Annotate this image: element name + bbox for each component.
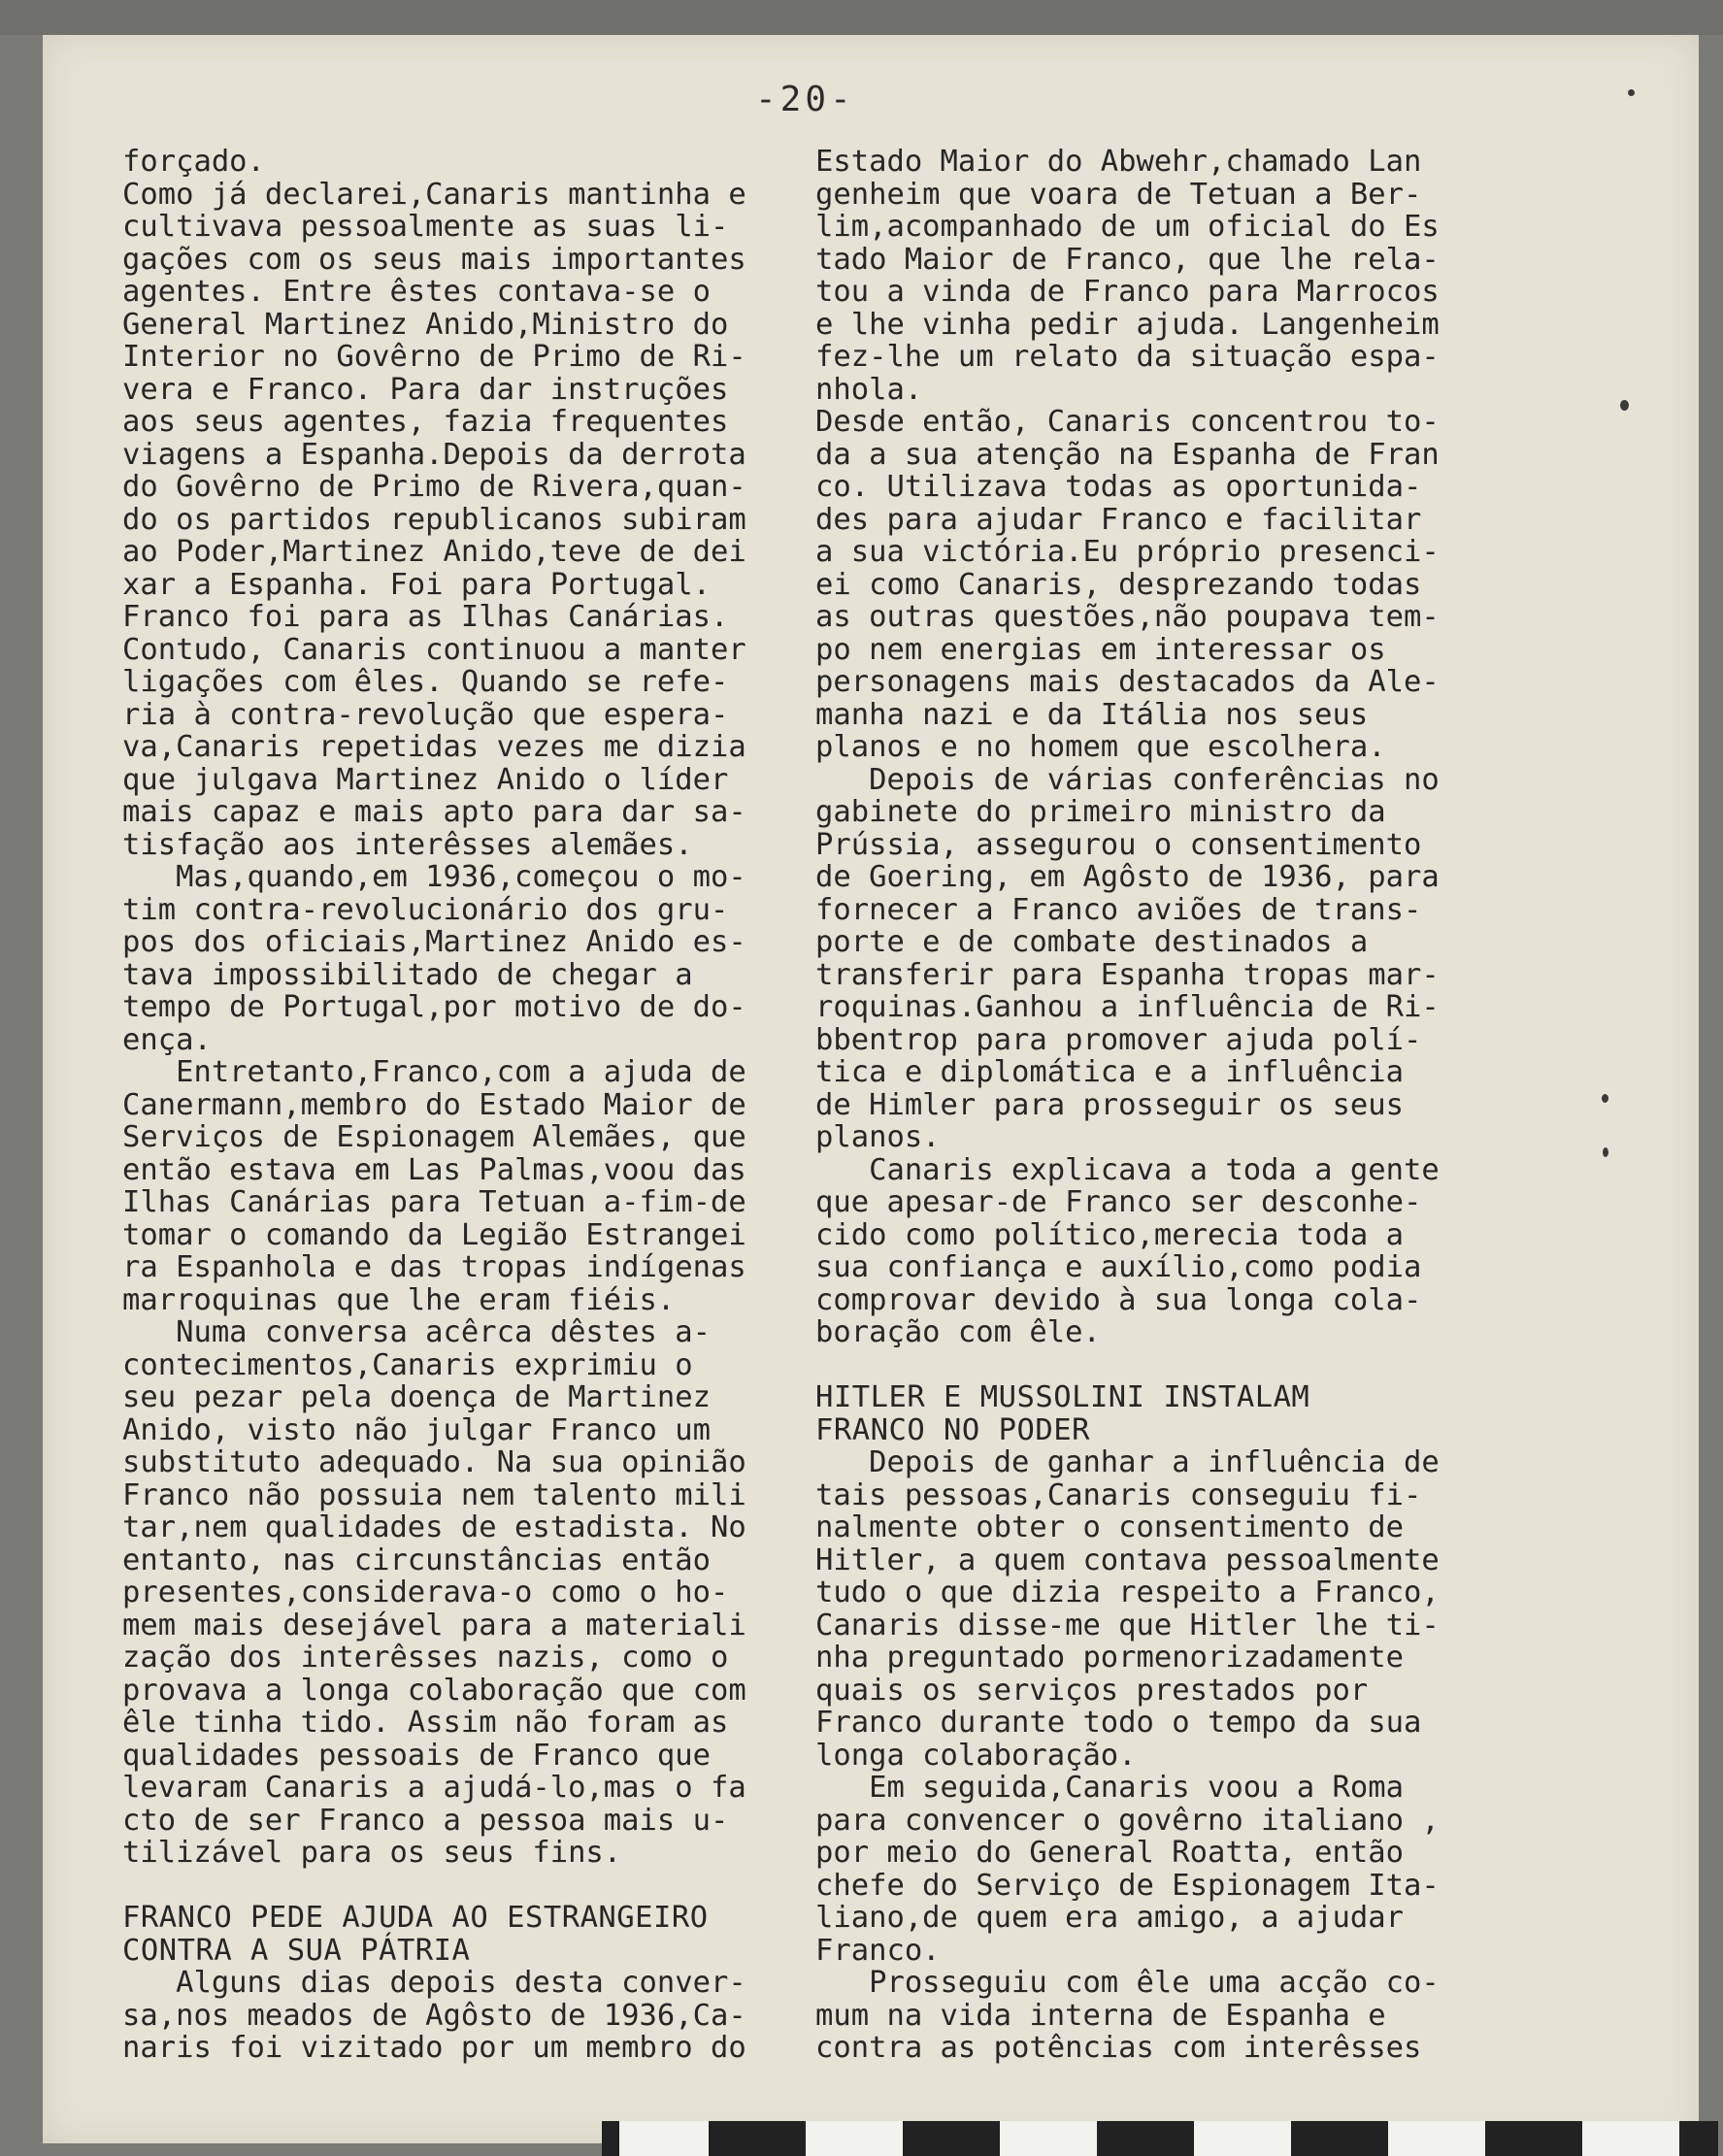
text-line: bbentrop para promover ajuda polí- bbox=[815, 1022, 1422, 1057]
text-line: General Martinez Anido,Ministro do bbox=[122, 307, 729, 342]
text-line: boração com êle. bbox=[815, 1315, 1101, 1349]
text-line: porte e de combate destinados a bbox=[815, 925, 1369, 959]
text-line: tisfação aos interêsses alemães. bbox=[122, 827, 693, 862]
text-line: tou a vinda de Franco para Marrocos bbox=[815, 275, 1440, 309]
text-line: Entretanto,Franco,com a ajuda de bbox=[122, 1055, 746, 1089]
text-line: contecimentos,Canaris exprimiu o bbox=[122, 1347, 693, 1382]
text-line: transferir para Espanha tropas mar- bbox=[815, 957, 1440, 992]
text-line: cto de ser Franco a pessoa mais u- bbox=[122, 1803, 729, 1838]
text-line: ligações com êles. Quando se refe- bbox=[122, 665, 729, 699]
text-line: levaram Canaris a ajudá-lo,mas o fa bbox=[122, 1771, 746, 1805]
page-number: -20- bbox=[755, 80, 855, 119]
text-line: tempo de Portugal,por motivo de do- bbox=[122, 990, 746, 1024]
text-line: cido como político,merecia toda a bbox=[815, 1217, 1404, 1252]
text-line: Depois de ganhar a influência de bbox=[815, 1445, 1440, 1479]
text-line: que apesar-de Franco ser desconhe- bbox=[815, 1185, 1422, 1219]
section-heading: CONTRA A SUA PÁTRIA bbox=[122, 1933, 471, 1968]
text-line: a sua victória.Eu próprio presenci- bbox=[815, 535, 1440, 569]
text-line: êle tinha tido. Assim não foram as bbox=[122, 1706, 729, 1740]
punch-hole-mark bbox=[1628, 89, 1635, 96]
text-line: genheim que voara de Tetuan a Ber- bbox=[815, 177, 1422, 212]
text-line: de Goering, em Agôsto de 1936, para bbox=[815, 860, 1440, 894]
text-line: va,Canaris repetidas vezes me dizia bbox=[122, 730, 746, 764]
text-line: pos dos oficiais,Martinez Anido es- bbox=[122, 925, 746, 959]
text-line: nha preguntado pormenorizadamente bbox=[815, 1641, 1404, 1675]
text-line: nhola. bbox=[815, 372, 923, 407]
text-line: liano,de quem era amigo, a ajudar bbox=[815, 1901, 1404, 1935]
text-line: mum na vida interna de Espanha e bbox=[815, 1998, 1386, 2033]
text-line: Interior no Govêrno de Primo de Ri- bbox=[122, 340, 746, 374]
text-line: gabinete do primeiro ministro da bbox=[815, 795, 1386, 829]
text-line: agentes. Entre êstes contava-se o bbox=[122, 275, 711, 309]
text-line: do Govêrno de Primo de Rivera,quan- bbox=[122, 470, 746, 504]
text-line: e lhe vinha pedir ajuda. Langenheim bbox=[815, 307, 1440, 342]
text-line: Canermann,membro do Estado Maior de bbox=[122, 1087, 746, 1122]
section-heading: FRANCO PEDE AJUDA AO ESTRANGEIRO bbox=[122, 1901, 709, 1935]
text-line: por meio do General Roatta, então bbox=[815, 1836, 1404, 1870]
text-line: ra Espanhola e das tropas indígenas bbox=[122, 1250, 746, 1284]
text-line: Canaris disse-me que Hitler lhe ti- bbox=[815, 1608, 1440, 1642]
text-line: comprovar devido à sua longa cola- bbox=[815, 1282, 1422, 1317]
text-line: tomar o comando da Legião Estrangei bbox=[122, 1217, 746, 1252]
text-line: roquinas.Ganhou a influência de Ri- bbox=[815, 990, 1440, 1024]
color-scale-ruler bbox=[602, 2121, 1718, 2156]
text-line: qualidades pessoais de Franco que bbox=[122, 1738, 711, 1773]
text-line: xar a Espanha. Foi para Portugal. bbox=[122, 567, 711, 602]
text-line: fornecer a Franco aviões de trans- bbox=[815, 892, 1422, 927]
text-line: tica e diplomática e a influência bbox=[815, 1055, 1404, 1089]
text-line: cultivava pessoalmente as suas li- bbox=[122, 210, 729, 244]
text-line: zação dos interêsses nazis, como o bbox=[122, 1641, 729, 1675]
text-line: mais capaz e mais apto para dar sa- bbox=[122, 795, 746, 829]
text-line: de Himler para prosseguir os seus bbox=[815, 1087, 1404, 1122]
text-line: sua confiança e auxílio,como podia bbox=[815, 1250, 1422, 1284]
text-line: Mas,quando,em 1936,começou o mo- bbox=[122, 860, 746, 894]
text-line: entanto, nas circunstâncias então bbox=[122, 1542, 711, 1577]
text-line: longa colaboração. bbox=[815, 1738, 1137, 1773]
text-line: vera e Franco. Para dar instruções bbox=[122, 372, 729, 407]
text-line: presentes,considerava-o como o ho- bbox=[122, 1576, 729, 1609]
text-line: sa,nos meados de Agôsto de 1936,Ca- bbox=[122, 1998, 746, 2033]
right-column bbox=[815, 146, 1534, 2065]
text-line: gações com os seus mais importantes bbox=[122, 242, 746, 277]
text-line: tar,nem qualidades de estadista. No bbox=[122, 1510, 746, 1544]
text-line: manha nazi e da Itália nos seus bbox=[815, 697, 1369, 732]
text-line: ei como Canaris, desprezando todas bbox=[815, 567, 1422, 602]
text-line: co. Utilizava todas as oportunida- bbox=[815, 470, 1422, 504]
text-line: Franco não possuia nem talento mili bbox=[122, 1477, 746, 1512]
text-line: Em seguida,Canaris voou a Roma bbox=[815, 1771, 1404, 1805]
left-column bbox=[122, 146, 821, 2065]
text-line: tilizável para os seus fins. bbox=[122, 1836, 622, 1870]
text-line: Como já declarei,Canaris mantinha e bbox=[122, 177, 746, 212]
text-line: mem mais desejável para a materiali bbox=[122, 1608, 746, 1642]
text-line: ao Poder,Martinez Anido,teve de dei bbox=[122, 535, 746, 569]
text-line: chefe do Serviço de Espionagem Ita- bbox=[815, 1868, 1440, 1903]
text-line: quais os serviços prestados por bbox=[815, 1673, 1369, 1708]
text-line: Prosseguiu com êle uma acção co- bbox=[815, 1966, 1440, 2000]
text-line: viagens a Espanha.Depois da derrota bbox=[122, 437, 746, 472]
text-line: naris foi vizitado por um membro do bbox=[122, 2031, 746, 2065]
text-line: Franco foi para as Ilhas Canárias. bbox=[122, 600, 729, 634]
text-line: tais pessoas,Canaris conseguiu fi- bbox=[815, 1477, 1422, 1512]
text-line: seu pezar pela doença de Martinez bbox=[122, 1380, 711, 1414]
text-line: da a sua atenção na Espanha de Fran bbox=[815, 437, 1440, 472]
punch-hole-mark bbox=[1603, 1147, 1608, 1157]
blank-line bbox=[815, 1349, 1534, 1382]
text-line: forçado. bbox=[122, 145, 265, 179]
text-line: então estava em Las Palmas,voou das bbox=[122, 1152, 746, 1187]
text-line: fez-lhe um relato da situação espa- bbox=[815, 340, 1440, 374]
text-line: po nem energias em interessar os bbox=[815, 632, 1386, 667]
text-line: ença. bbox=[122, 1022, 212, 1057]
text-line: personagens mais destacados da Ale- bbox=[815, 665, 1440, 699]
text-line: lim,acompanhado de um oficial do Es bbox=[815, 210, 1440, 244]
text-line: tava impossibilitado de chegar a bbox=[122, 957, 693, 992]
text-line: tim contra-revolucionário dos gru- bbox=[122, 892, 729, 927]
text-line: contra as potências com interêsses bbox=[815, 2031, 1422, 2065]
text-line: as outras questões,não poupava tem- bbox=[815, 600, 1440, 634]
text-line: Contudo, Canaris continuou a manter bbox=[122, 632, 746, 667]
text-line: tado Maior de Franco, que lhe rela- bbox=[815, 242, 1440, 277]
text-line: do os partidos republicanos subiram bbox=[122, 502, 746, 537]
text-line: Numa conversa acêrca dêstes a- bbox=[122, 1315, 711, 1349]
text-line: nalmente obter o consentimento de bbox=[815, 1510, 1404, 1544]
text-line: planos. bbox=[815, 1120, 941, 1154]
text-line: Anido, visto não julgar Franco um bbox=[122, 1412, 711, 1447]
text-line: aos seus agentes, fazia frequentes bbox=[122, 405, 729, 439]
text-line: Canaris explicava a toda a gente bbox=[815, 1152, 1440, 1187]
text-line: para convencer o govêrno italiano , bbox=[815, 1803, 1440, 1838]
text-line: Prússia, assegurou o consentimento bbox=[815, 827, 1422, 862]
blank-line bbox=[122, 1870, 821, 1903]
text-line: Alguns dias depois desta conver- bbox=[122, 1966, 746, 2000]
text-line: ria à contra-revolução que espera- bbox=[122, 697, 729, 732]
text-line: Desde então, Canaris concentrou to- bbox=[815, 405, 1440, 439]
text-line: marroquinas que lhe eram fiéis. bbox=[122, 1282, 676, 1317]
punch-hole-mark bbox=[1602, 1094, 1608, 1103]
text-line: Ilhas Canárias para Tetuan a-fim-de bbox=[122, 1185, 746, 1219]
text-line: Serviços de Espionagem Alemães, que bbox=[122, 1120, 746, 1154]
text-line: planos e no homem que escolhera. bbox=[815, 730, 1386, 764]
scanner-frame-top bbox=[0, 0, 1723, 35]
section-heading: FRANCO NO PODER bbox=[815, 1412, 1090, 1447]
text-line: Franco. bbox=[815, 1933, 941, 1968]
text-line: Hitler, a quem contava pessoalmente bbox=[815, 1542, 1440, 1577]
text-line: Franco durante todo o tempo da sua bbox=[815, 1706, 1422, 1740]
text-line: provava a longa colaboração que com bbox=[122, 1673, 746, 1708]
text-line: que julgava Martinez Anido o líder bbox=[122, 762, 729, 797]
punch-hole-mark bbox=[1620, 400, 1629, 411]
text-line: Depois de várias conferências no bbox=[815, 762, 1440, 797]
text-line: tudo o que dizia respeito a Franco, bbox=[815, 1576, 1440, 1609]
text-line: substituto adequado. Na sua opinião bbox=[122, 1445, 746, 1479]
text-line: des para ajudar Franco e facilitar bbox=[815, 502, 1422, 537]
text-line: Estado Maior do Abwehr,chamado Lan bbox=[815, 145, 1422, 179]
section-heading: HITLER E MUSSOLINI INSTALAM bbox=[815, 1380, 1310, 1414]
